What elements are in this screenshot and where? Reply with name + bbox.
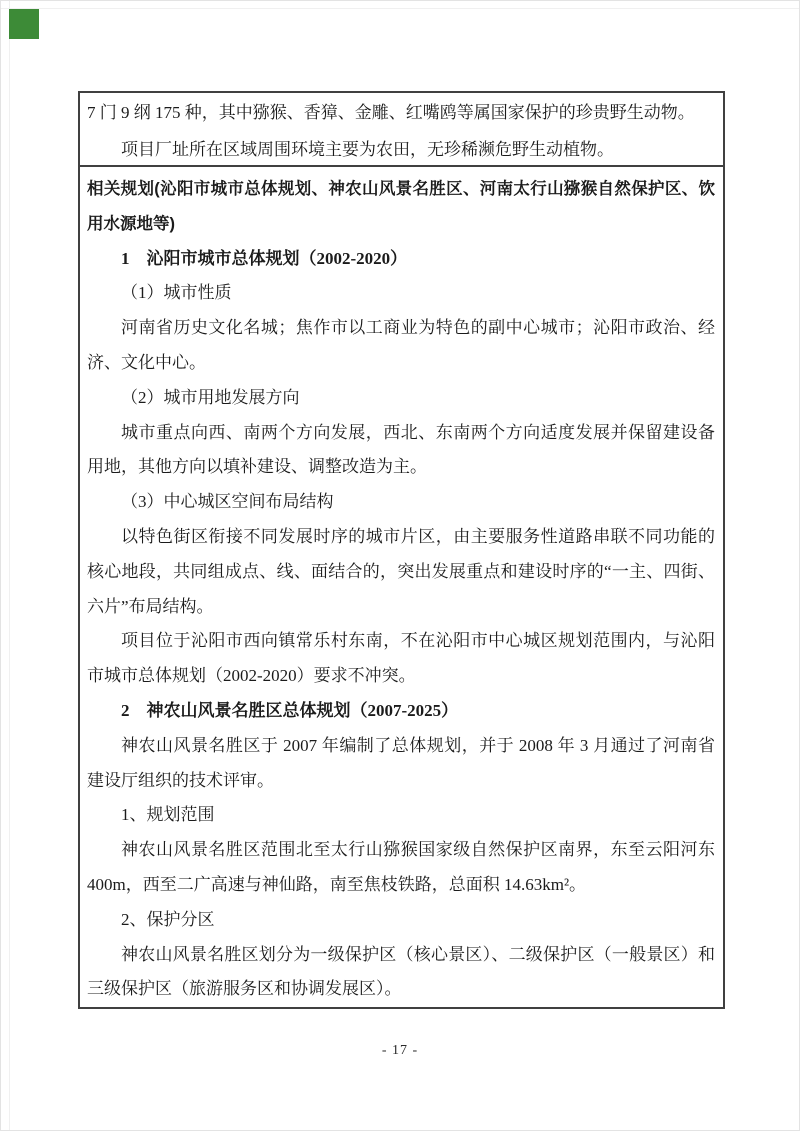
paragraph-spatial-layout: 以特色街区衔接不同发展时序的城市片区，由主要服务性道路串联不同功能的核心地段，共同组成点、线、面结合的，突出发展重点和建设时序的“一主、四街、六片”布局结构。 xyxy=(87,526,715,616)
table-cell-planning xyxy=(80,167,723,1007)
item-title-planning-scope: 1、规划范围 xyxy=(121,805,215,825)
page-edge-line-left xyxy=(9,1,10,1130)
paragraph-land-development: 城市重点向西、南两个方向发展，西北、东南两个方向适度发展并保留建设备用地，其他方向以填补建设、调整改造为主。 xyxy=(87,422,715,477)
intro-paragraph-2: 项目厂址所在区域周围环境主要为农田，无珍稀濒危野生动植物。 xyxy=(121,140,614,159)
page-edge-line-top xyxy=(1,8,799,9)
green-corner-marker xyxy=(9,9,39,39)
item-title-city-nature: （1）城市性质 xyxy=(121,283,232,303)
section-heading: 相关规划(沁阳市城市总体规划、神农山风景名胜区、河南太行山猕猴自然保护区、饮用水源地等) xyxy=(87,180,715,233)
page-number: - 17 - xyxy=(381,1043,419,1058)
paragraph-city-nature: 河南省历史文化名城；焦作市以工商业为特色的副中心城市；沁阳市政治、经济、文化中心。 xyxy=(87,318,715,372)
paragraph-planning-scope: 神农山风景名胜区范围北至太行山猕猴国家级自然保护区南界，东至云阳河东 400m，西至二广高速与神仙路，南至焦枝铁路，总面积 14.63km²。 xyxy=(87,840,715,894)
item-title-protection-zoning: 2、保护分区 xyxy=(121,909,215,929)
document-table xyxy=(78,91,725,1009)
subsection-title-1: 1 沁阳市城市总体规划（2002-2020） xyxy=(121,248,408,268)
paragraph-scenic-area-plan: 神农山风景名胜区于 2007 年编制了总体规划，并于 2008 年 3 月通过了河南省建设厅组织的技术评审。 xyxy=(87,735,715,790)
table-cell-intro xyxy=(80,93,723,167)
paragraph-project-location: 项目位于沁阳市西向镇常乐村东南，不在沁阳市中心城区规划范围内，与沁阳市城市总体规划（2002-2020）要求不冲突。 xyxy=(87,631,715,686)
intro-paragraph-1: 7 门 9 纲 175 种，其中猕猴、香獐、金雕、红嘴鸥等属国家保护的珍贵野生动物。 xyxy=(87,103,695,122)
item-title-spatial-layout: （3）中心城区空间布局结构 xyxy=(121,492,334,512)
paragraph-protection-zoning: 神农山风景名胜区划分为一级保护区（核心景区）、二级保护区（一般景区）和三级保护区（旅游服务区和协调发展区）。 xyxy=(87,944,715,999)
item-title-land-development: （2）城市用地发展方向 xyxy=(121,387,300,407)
subsection-title-2: 2 神农山风景名胜区总体规划（2007-2025） xyxy=(121,700,459,720)
